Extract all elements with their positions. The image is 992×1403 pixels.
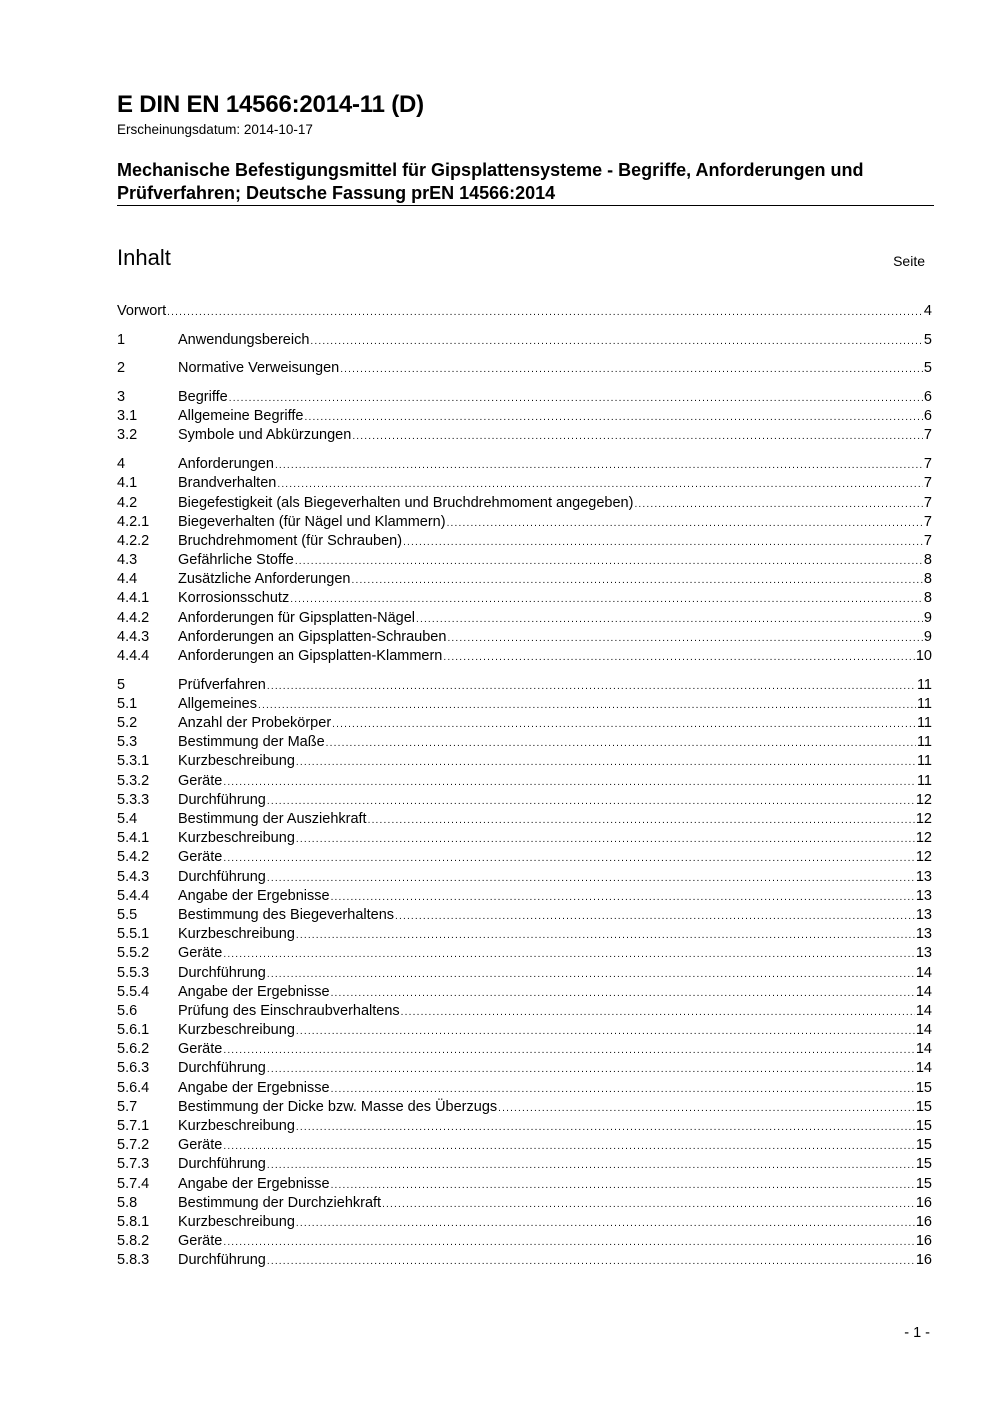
toc-entry-title: Anzahl der Probekörper [178, 715, 332, 732]
toc-entry-title: Zusätzliche Anforderungen [178, 571, 351, 588]
toc-entry-page: 15 [915, 1079, 932, 1096]
toc-entry-title: Geräte [178, 1137, 223, 1154]
toc-entry[interactable] [117, 1021, 932, 1040]
toc-entry[interactable] [117, 1079, 932, 1098]
toc-entry[interactable] [117, 551, 932, 570]
toc-dot-leader [167, 303, 923, 322]
toc-entry-page: 15 [915, 1098, 932, 1115]
toc-entry-title: Biegeverhalten (für Nägel und Klammern) [178, 513, 446, 530]
toc-entry-title: Symbole und Abkürzungen [178, 427, 352, 444]
toc-dot-leader [267, 792, 915, 811]
toc-entry-page: 9 [923, 609, 932, 626]
toc-entry-number: 4.4.3 [117, 628, 150, 645]
toc-entry-page: 11 [916, 734, 932, 751]
toc-dot-leader [267, 1156, 915, 1175]
toc-entry[interactable] [117, 388, 932, 407]
toc-dot-leader [229, 389, 923, 408]
toc-entry-title: Geräte [178, 1233, 223, 1250]
toc-entry-number: 4 [117, 456, 126, 473]
toc-entry-number: 5.5.3 [117, 964, 150, 981]
toc-entry-page: 16 [915, 1233, 932, 1250]
toc-entry-number: 2 [117, 360, 126, 377]
toc-entry-title: Prüfung des Einschraubverhaltens [178, 1002, 400, 1019]
toc-entry[interactable] [117, 848, 932, 867]
toc-entry-page: 5 [923, 331, 932, 348]
toc-dot-leader [267, 965, 915, 984]
toc-dot-leader [331, 984, 915, 1003]
toc-entry-number: 5.4.3 [117, 868, 150, 885]
toc-entry-title: Anforderungen an Gipsplatten-Klammern [178, 648, 443, 664]
toc-entry-page: 11 [916, 753, 932, 770]
toc-entry-page: 14 [915, 1060, 932, 1077]
toc-entry[interactable] [117, 1251, 932, 1270]
toc-dot-leader [332, 715, 916, 734]
toc-entry-number: 4.2 [117, 494, 138, 511]
toc-entry-number: 5.6.3 [117, 1060, 150, 1077]
toc-dot-leader [275, 456, 923, 475]
toc-entry-title: Bestimmung der Durchziehkraft [178, 1194, 382, 1211]
toc-entry-page: 13 [915, 906, 932, 923]
toc-dot-leader [277, 475, 923, 494]
toc-entry-page: 6 [923, 408, 932, 425]
toc-dot-leader [267, 1060, 915, 1079]
toc-entry-title: Durchführung [178, 791, 266, 808]
toc-entry-title: Brandverhalten [178, 475, 277, 492]
toc-entry[interactable] [117, 1040, 932, 1059]
toc-entry-page: 10 [915, 648, 932, 664]
page-number: - 1 - [904, 1325, 930, 1341]
toc-entry-title: Angabe der Ergebnisse [178, 887, 330, 904]
toc-entry-number: 4.1 [117, 475, 138, 492]
toc-entry-number: 4.2.1 [117, 513, 150, 530]
toc-dot-leader [447, 629, 922, 648]
toc-entry-title: Allgemeine Begriffe [178, 408, 304, 425]
toc-entry-title: Geräte [178, 849, 223, 866]
toc-entry-number: 5.2 [117, 715, 138, 732]
toc-entry-number: 5.7.3 [117, 1156, 150, 1173]
toc-dot-leader [498, 1099, 915, 1118]
toc-entry-title: Normative Verweisungen [178, 360, 340, 377]
toc-entry-number: 3 [117, 389, 126, 406]
toc-dot-leader [223, 945, 915, 964]
toc-entry-number: 4.4.4 [117, 648, 150, 664]
toc-entry-page: 13 [915, 945, 932, 962]
toc-entry-page: 15 [915, 1137, 932, 1154]
toc-entry[interactable] [117, 513, 932, 532]
toc-entry-number: 4.4 [117, 571, 138, 588]
toc-entry-page: 12 [915, 791, 932, 808]
toc-entry-page: 11 [916, 715, 932, 732]
toc-entry-number: 4.3 [117, 552, 138, 569]
toc-entry-page: 16 [915, 1194, 932, 1211]
toc-entry-page: 11 [916, 695, 932, 712]
toc-entry-title: Prüfverfahren [178, 676, 266, 693]
toc-entry[interactable] [117, 868, 932, 887]
toc-entry-number: 5.4.1 [117, 830, 150, 847]
toc-entry-title: Bestimmung der Maße [178, 734, 325, 751]
toc-entry-page: 5 [923, 360, 932, 377]
toc-entry[interactable] [117, 1002, 932, 1021]
toc-entry-number: 5.8.1 [117, 1213, 150, 1230]
toc-entry-title: Angabe der Ergebnisse [178, 983, 330, 1000]
toc-entry-page: 8 [923, 571, 932, 588]
toc-entry[interactable] [117, 628, 932, 647]
toc-entry-number: 5.5.2 [117, 945, 150, 962]
toc-entry[interactable] [117, 887, 932, 906]
toc-dot-leader [296, 1022, 915, 1041]
toc-entry-page: 8 [923, 590, 932, 607]
toc-entry[interactable] [117, 676, 932, 695]
toc-entry[interactable] [117, 810, 932, 829]
toc-entry-title: Durchführung [178, 1252, 266, 1269]
toc-entry-page: 7 [923, 475, 932, 492]
toc-entry-page: 12 [915, 849, 932, 866]
toc-dot-leader [267, 1252, 915, 1271]
toc-entry-title: Anforderungen für Gipsplatten-Nägel [178, 609, 415, 626]
toc-entry[interactable] [117, 791, 932, 810]
toc-dot-leader [267, 869, 915, 888]
toc-entry-number: 5.7 [117, 1098, 138, 1115]
toc-entry-number: 5.8.3 [117, 1252, 150, 1269]
toc-dot-leader [447, 514, 923, 533]
toc-entry[interactable] [117, 695, 932, 714]
toc-entry-title: Vorwort [117, 303, 167, 319]
toc-entry-page: 14 [915, 983, 932, 1000]
toc-entry-title: Durchführung [178, 1156, 266, 1173]
toc-dot-leader [258, 696, 916, 715]
toc-entry[interactable] [117, 474, 932, 493]
toc-entry[interactable] [117, 733, 932, 752]
publication-date: Erscheinungsdatum: 2014-10-17 [117, 122, 313, 137]
toc-entry-title: Biegefestigkeit (als Biegeverhalten und Bruchdrehmoment angegeben) [178, 494, 634, 511]
toc-entry-page: 7 [923, 494, 932, 511]
toc-entry-title: Durchführung [178, 1060, 266, 1077]
toc-entry-number: 5.8 [117, 1194, 138, 1211]
toc-entry-title: Kurzbeschreibung [178, 926, 295, 943]
toc-entry-title: Bestimmung des Biegeverhaltens [178, 906, 395, 923]
toc-dot-leader [295, 552, 923, 571]
toc-dot-leader [403, 533, 923, 552]
toc-entry[interactable] [117, 532, 932, 551]
title-divider [117, 205, 934, 206]
toc-entry-title: Anforderungen [178, 456, 274, 473]
toc-dot-leader [326, 734, 916, 753]
toc-entry[interactable] [117, 359, 932, 378]
toc-entry-title: Kurzbeschreibung [178, 753, 295, 770]
toc-entry[interactable] [117, 407, 932, 426]
toc-entry[interactable] [117, 1098, 932, 1117]
toc-dot-leader [634, 495, 922, 514]
toc-entry-page: 14 [915, 1002, 932, 1019]
toc-entry[interactable] [117, 302, 932, 321]
toc-entry-number: 5.3.2 [117, 772, 150, 789]
toc-entry-page: 15 [915, 1175, 932, 1192]
toc-entry-number: 5.4 [117, 811, 138, 827]
toc-entry[interactable] [117, 589, 932, 608]
toc-entry[interactable] [117, 1136, 932, 1155]
toc-entry-title: Begriffe [178, 389, 228, 406]
toc-entry[interactable] [117, 1232, 932, 1251]
toc-dot-leader [368, 811, 915, 830]
toc-entry-number: 5.5.4 [117, 983, 150, 1000]
toc-entry-title: Durchführung [178, 868, 266, 885]
toc-entry-title: Bestimmung der Dicke bzw. Masse des Überzugs [178, 1098, 498, 1115]
toc-entry-title: Geräte [178, 772, 223, 789]
toc-entry-number: 5.1 [117, 695, 138, 712]
toc-entry-number: 5.7.1 [117, 1118, 150, 1134]
toc-entry-page: 13 [915, 926, 932, 943]
toc-entry-page: 7 [923, 532, 932, 549]
toc-entry-title: Korrosionsschutz [178, 590, 290, 607]
toc-entry-title: Durchführung [178, 964, 266, 981]
toc-dot-leader [395, 907, 915, 926]
toc-entry-page: 12 [915, 830, 932, 847]
toc-entry-number: 5.6.2 [117, 1041, 150, 1058]
toc-entry-number: 5.7.4 [117, 1175, 150, 1192]
toc-entry-title: Bestimmung der Ausziehkraft [178, 811, 367, 827]
toc-dot-leader [296, 1214, 915, 1233]
toc-entry-page: 8 [923, 552, 932, 569]
toc-dot-leader [223, 849, 915, 868]
toc-dot-leader [331, 1080, 915, 1099]
toc-entry-number: 3.1 [117, 408, 138, 425]
toc-entry-page: 7 [923, 513, 932, 530]
toc-heading: Inhalt [117, 245, 171, 270]
toc-dot-leader [223, 1137, 915, 1156]
toc-entry-number: 3.2 [117, 427, 138, 444]
toc-entry-title: Bruchdrehmoment (für Schrauben) [178, 532, 403, 549]
toc-entry-page: 14 [915, 964, 932, 981]
toc-entry-title: Allgemeines [178, 695, 257, 712]
toc-entry-page: 9 [923, 628, 932, 645]
toc-entry-page: 14 [915, 1041, 932, 1058]
toc-entry-number: 5 [117, 676, 126, 693]
toc-entry[interactable] [117, 1155, 932, 1174]
toc-entry-number: 4.2.2 [117, 532, 150, 549]
toc-entry[interactable] [117, 944, 932, 963]
toc-entry-number: 5.5.1 [117, 926, 150, 943]
toc-dot-leader [296, 753, 916, 772]
toc-dot-leader [416, 610, 923, 629]
toc-dot-leader [223, 1233, 915, 1252]
toc-entry[interactable] [117, 714, 932, 733]
toc-dot-leader [296, 1118, 915, 1137]
toc-entry-title: Geräte [178, 945, 223, 962]
toc-dot-leader [296, 830, 915, 849]
toc-entry-page: 6 [923, 389, 932, 406]
toc-entry[interactable] [117, 1175, 932, 1194]
toc-entry-number: 5.3.1 [117, 753, 150, 770]
table-of-contents [117, 302, 932, 1271]
toc-entry-number: 5.4.4 [117, 887, 150, 904]
toc-entry[interactable] [117, 772, 932, 791]
toc-dot-leader [304, 408, 922, 427]
toc-entry-page: 7 [923, 456, 932, 473]
toc-entry[interactable] [117, 1194, 932, 1213]
toc-dot-leader [331, 1176, 915, 1195]
toc-entry-title: Gefährliche Stoffe [178, 552, 294, 569]
toc-entry-title: Geräte [178, 1041, 223, 1058]
toc-entry[interactable] [117, 609, 932, 628]
toc-entry-number: 5.5 [117, 906, 138, 923]
toc-entry-title: Kurzbeschreibung [178, 1213, 295, 1230]
toc-entry[interactable] [117, 570, 932, 589]
toc-dot-leader [401, 1003, 915, 1022]
toc-entry-number: 5.6.4 [117, 1079, 150, 1096]
toc-entry[interactable] [117, 426, 932, 445]
toc-entry-page: 7 [923, 427, 932, 444]
toc-entry[interactable] [117, 455, 932, 474]
document-id: E DIN EN 14566:2014-11 (D) [117, 91, 424, 118]
toc-dot-leader [290, 590, 923, 609]
toc-entry-title: Kurzbeschreibung [178, 1022, 295, 1039]
toc-entry[interactable] [117, 829, 932, 848]
toc-dot-leader [223, 1041, 915, 1060]
toc-entry-page: 4 [923, 303, 932, 319]
toc-entry[interactable] [117, 331, 932, 350]
toc-entry-page: 15 [915, 1118, 932, 1134]
toc-entry[interactable] [117, 925, 932, 944]
toc-entry-number: 5.6.1 [117, 1022, 150, 1039]
toc-dot-leader [296, 926, 915, 945]
toc-entry-number: 5.7.2 [117, 1137, 150, 1154]
toc-entry-page: 13 [915, 868, 932, 885]
toc-entry-number: 4.4.2 [117, 609, 150, 626]
toc-dot-leader [310, 332, 923, 351]
toc-entry[interactable] [117, 1059, 932, 1078]
toc-entry-page: 15 [915, 1156, 932, 1173]
toc-entry[interactable] [117, 494, 932, 513]
toc-entry[interactable] [117, 752, 932, 771]
toc-entry-number: 5.6 [117, 1002, 138, 1019]
toc-entry-number: 5.8.2 [117, 1233, 150, 1250]
toc-entry[interactable] [117, 983, 932, 1002]
toc-entry-number: 5.4.2 [117, 849, 150, 866]
toc-entry-number: 5.3.3 [117, 791, 150, 808]
toc-dot-leader [267, 677, 916, 696]
toc-entry[interactable] [117, 1117, 932, 1136]
toc-dot-leader [223, 773, 916, 792]
toc-entry-number: 1 [117, 331, 126, 348]
toc-entry-title: Kurzbeschreibung [178, 830, 295, 847]
toc-entry[interactable] [117, 906, 932, 925]
toc-dot-leader [352, 571, 923, 590]
toc-entry-number: 5.3 [117, 734, 138, 751]
toc-entry-page: 12 [915, 811, 932, 827]
toc-entry-page: 11 [916, 676, 932, 693]
toc-entry[interactable] [117, 964, 932, 983]
toc-page-label: Seite [893, 253, 925, 269]
toc-dot-leader [352, 427, 923, 446]
toc-entry-page: 13 [915, 887, 932, 904]
toc-dot-leader [331, 888, 915, 907]
toc-entry-page: 16 [915, 1213, 932, 1230]
toc-entry-title: Anforderungen an Gipsplatten-Schrauben [178, 628, 447, 645]
toc-entry-title: Kurzbeschreibung [178, 1118, 295, 1134]
toc-dot-leader [382, 1195, 915, 1214]
document-title: Mechanische Befestigungsmittel für Gipsplattensysteme - Begriffe, Anforderungen und Prüfverfahren; Deutsche Fassung prEN 14566:2014 [117, 160, 864, 203]
toc-entry-title: Angabe der Ergebnisse [178, 1175, 330, 1192]
toc-entry-number: 4.4.1 [117, 590, 150, 607]
toc-dot-leader [443, 648, 914, 667]
toc-entry-title: Anwendungsbereich [178, 331, 310, 348]
toc-entry[interactable] [117, 1213, 932, 1232]
toc-entry[interactable] [117, 647, 932, 666]
toc-entry-page: 16 [915, 1252, 932, 1269]
toc-entry-title: Angabe der Ergebnisse [178, 1079, 330, 1096]
toc-entry-page: 11 [916, 772, 932, 789]
toc-dot-leader [340, 360, 923, 379]
toc-entry-page: 14 [915, 1022, 932, 1039]
